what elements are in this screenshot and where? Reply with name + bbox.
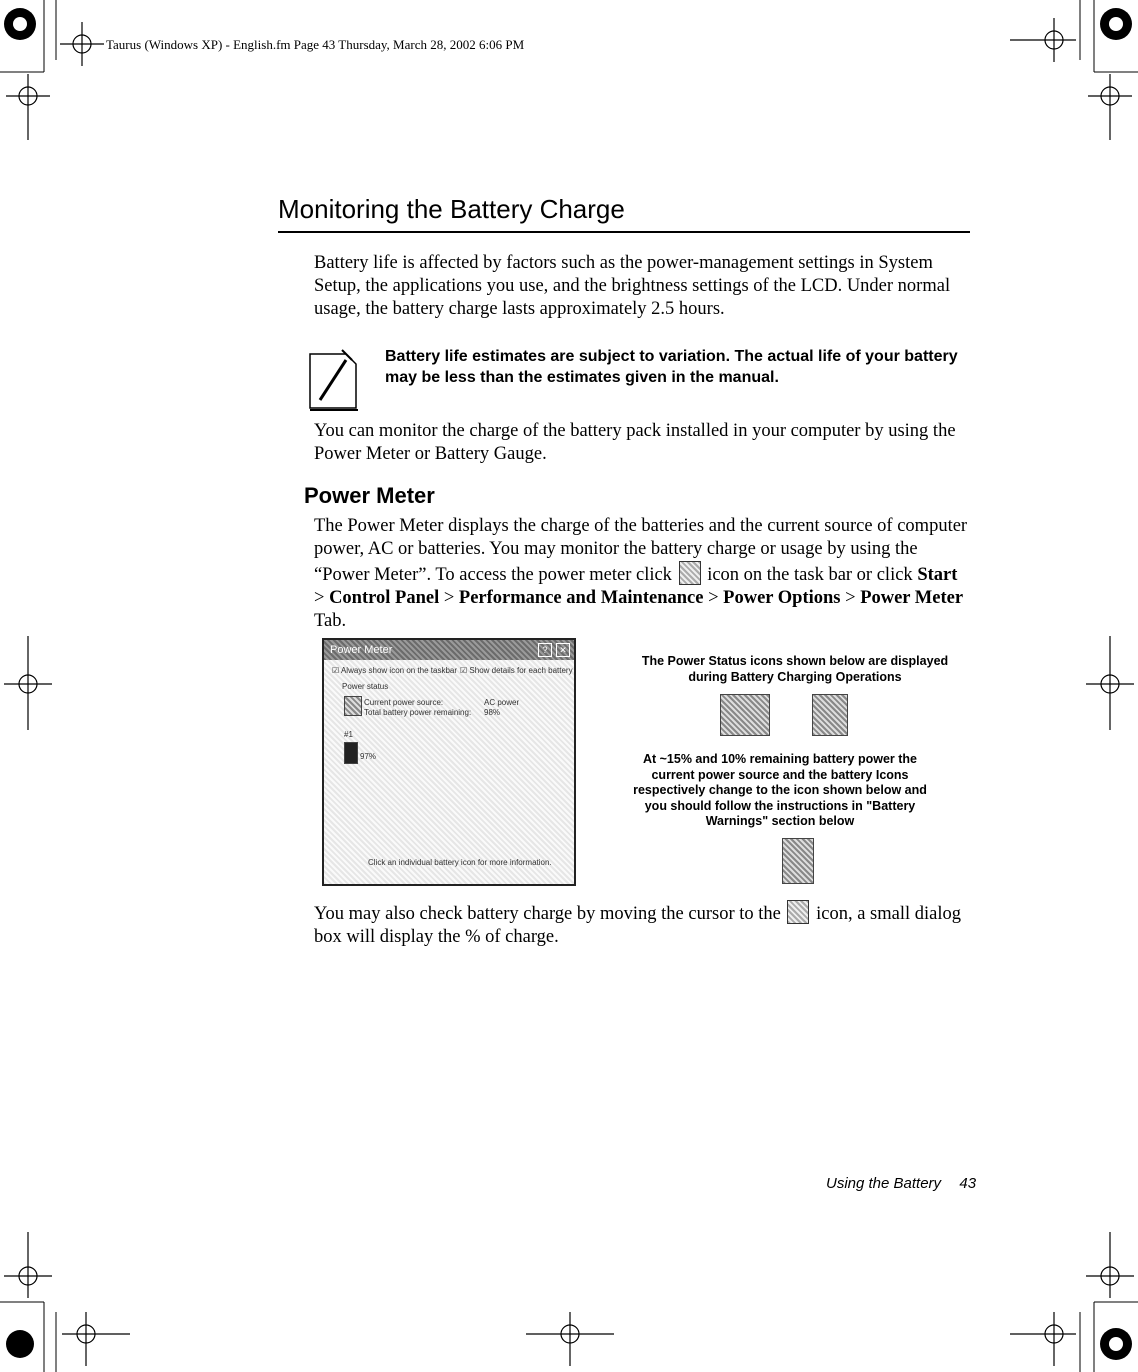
closing-paragraph: [314, 900, 974, 949]
footer-hint: Click an individual battery icon for more information.: [368, 858, 552, 867]
print-header: Taurus (Windows XP) - English.fm Page 43 Thursday, March 28, 2002 6:06 PM: [106, 37, 525, 52]
caption-top: The Power Status icons shown below are displayed during Battery Charging Operations: [641, 654, 949, 684]
caption-mid: At ~15% and 10% remaining battery power the current power source and the battery Icons respectively change to the icon shown below and you should follow the instructions in "Battery Warnings" section below: [633, 752, 927, 828]
path-power-meter: Power Meter: [860, 588, 964, 608]
closing-text-1: You may also check battery charge by moving the cursor to the: [314, 904, 781, 924]
battery-number: #1: [344, 730, 353, 739]
battery-status-icon: [812, 694, 848, 736]
battery-warning-icon: [782, 838, 814, 884]
path-separator: >: [708, 588, 719, 608]
close-icon[interactable]: ✕: [556, 643, 570, 657]
path-power-options: Power Options: [723, 588, 841, 608]
battery-icon[interactable]: [344, 742, 358, 764]
monitor-paragraph: You can monitor the charge of the battery pack installed in your computer by using the Power Meter or Battery Gauge.: [314, 421, 956, 464]
screenshot-window-title: Power Meter: [330, 644, 393, 656]
screenshot-titlebar: [324, 640, 574, 660]
note-pencil-icon: [306, 346, 362, 414]
battery-percent: 97%: [360, 752, 377, 761]
path-tab: Tab.: [314, 611, 347, 631]
path-separator: >: [443, 588, 455, 608]
title-rule: [278, 231, 970, 233]
path-start: Start: [917, 565, 958, 585]
current-source-value: AC power: [484, 698, 520, 707]
power-status-group-label: Power status: [342, 682, 389, 691]
power-meter-text-2: icon on the task bar or click: [707, 565, 913, 585]
always-show-label: Always show icon on the taskbar: [340, 666, 458, 675]
path-control-panel: Control Panel: [329, 588, 440, 608]
ac-power-status-icon: [720, 694, 770, 736]
power-meter-taskbar-icon[interactable]: [679, 561, 701, 585]
closing-text-2: icon, a small dialog box will display the % of charge.: [314, 904, 961, 947]
power-meter-paragraph: [314, 515, 970, 633]
current-source-label: Current power source:: [364, 698, 444, 707]
total-remaining-value: 98%: [484, 708, 501, 717]
always-show-checkbox[interactable]: ☑ Always show icon on the taskbar: [332, 666, 458, 675]
show-details-label: Show details for each battery: [469, 666, 573, 675]
power-meter-screenshot: [322, 638, 576, 886]
help-icon[interactable]: ?: [538, 643, 552, 657]
page-footer: [826, 1175, 976, 1192]
intro-paragraph: Battery life is affected by factors such as the power-management settings in System Setup, the applications you use, and the brightness settings of the LCD. Under normal usage, the battery charge lasts approximately 2.5 hours.: [314, 253, 951, 319]
show-details-checkbox[interactable]: ☑ Show details for each battery: [460, 666, 573, 675]
note-text: Battery life estimates are subject to variation. The actual life of your battery may be less than the estimates given in the manual.: [385, 348, 958, 386]
path-performance: Performance and Maintenance: [458, 588, 704, 608]
power-meter-tray-icon[interactable]: [787, 900, 809, 924]
page-title: Monitoring the Battery Charge: [278, 194, 625, 224]
footer-section-name: Using the Battery: [826, 1175, 942, 1192]
ac-plug-icon: [344, 696, 362, 716]
power-meter-heading: Power Meter: [304, 483, 435, 508]
path-separator: >: [314, 588, 325, 608]
total-remaining-label: Total battery power remaining:: [364, 708, 472, 717]
footer-page-number: 43: [959, 1175, 977, 1192]
power-meter-text-1: The Power Meter displays the charge of the batteries and the current source of computer power, AC or batteries. You may monitor the battery charge or usage by using the “Power Meter”. To access the power meter click: [314, 516, 968, 585]
path-separator: >: [845, 588, 856, 608]
